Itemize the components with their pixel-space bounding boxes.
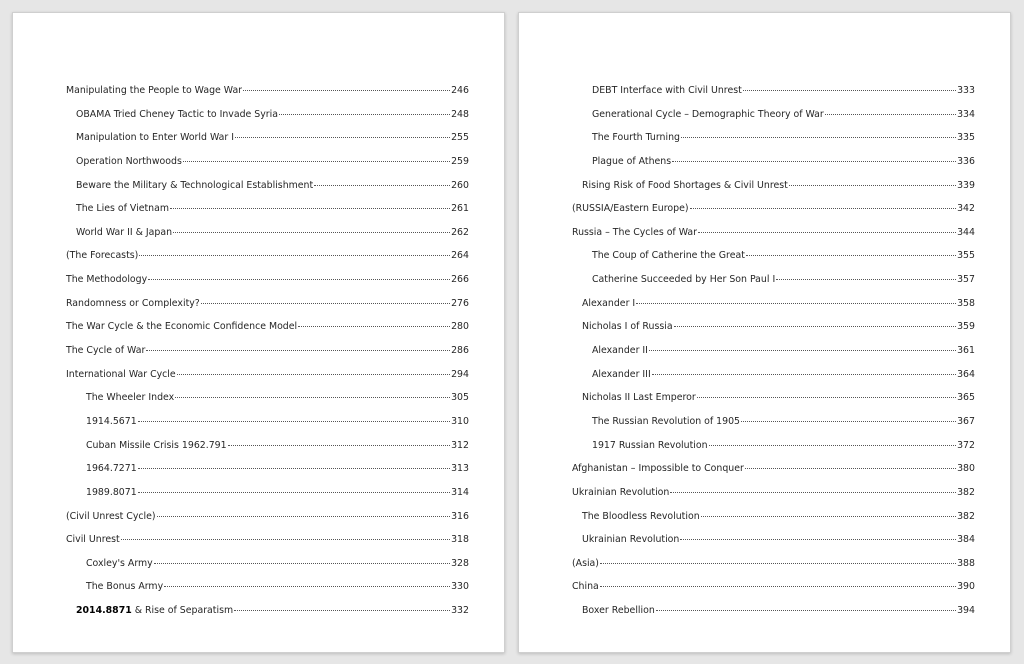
dot-leader — [314, 185, 450, 186]
toc-entry-title — [582, 599, 655, 623]
toc-entry-title — [66, 505, 156, 529]
toc-entry-page-number: 330 — [451, 581, 469, 593]
toc-entry[interactable] — [66, 434, 469, 458]
toc-entry-title — [76, 150, 182, 174]
dot-leader — [177, 374, 450, 375]
dot-leader — [154, 563, 450, 564]
toc-entry[interactable] — [66, 292, 469, 316]
toc-entry-title — [66, 268, 147, 292]
toc-entry-page-number: 333 — [957, 85, 975, 96]
dot-leader — [138, 468, 450, 469]
dot-leader — [157, 516, 451, 517]
toc-entry-title — [76, 599, 233, 623]
toc-entry-page-number: 367 — [957, 415, 975, 427]
toc-entry[interactable] — [66, 552, 469, 576]
toc-entry-title-text: Alexander I — [582, 297, 636, 309]
toc-entry-page-number: 384 — [957, 534, 975, 546]
toc-entry[interactable] — [66, 174, 469, 198]
toc-entry-title — [592, 410, 740, 434]
dot-leader — [228, 445, 450, 446]
toc-entry-title — [592, 244, 745, 268]
toc-entry-page-number: 359 — [957, 321, 975, 333]
toc-entry-title — [86, 410, 137, 434]
toc-entry-page-number: 255 — [451, 132, 469, 144]
toc-entry-title-text: The Coup of Catherine the Great — [592, 250, 745, 262]
toc-entry[interactable] — [66, 197, 469, 221]
toc-entry-page-number: 344 — [957, 226, 975, 238]
document-page-right — [518, 12, 1011, 653]
toc-entry-page-number: 259 — [451, 155, 469, 167]
dot-leader — [600, 586, 956, 587]
toc-entry-title-text: Coxley's Army — [86, 557, 153, 569]
dot-leader — [173, 232, 450, 233]
toc-entry[interactable] — [572, 79, 975, 103]
toc-entry-page-number: 382 — [957, 486, 975, 498]
toc-entry-title-text: Nicholas II Last Emperor — [582, 392, 696, 404]
toc-entry-title — [66, 315, 297, 339]
toc-entry-title-text: (The Forecasts) — [66, 250, 139, 262]
toc-entry-title-text: (Asia) — [572, 557, 599, 569]
toc-entry[interactable] — [572, 197, 975, 221]
toc-entry-title-text: 1989.8071 — [86, 486, 137, 498]
toc-entry-title — [592, 268, 775, 292]
toc-entry-title-text: Afghanistan – Impossible to Conquer — [572, 463, 744, 475]
dot-leader — [600, 563, 956, 564]
dot-leader — [746, 255, 956, 256]
toc-entry-title-text: Randomness or Complexity? — [66, 297, 200, 309]
toc-entry-page-number: 260 — [451, 179, 469, 191]
toc-entry[interactable] — [66, 528, 469, 552]
toc-entry[interactable] — [572, 386, 975, 410]
toc-entry-title-text: & Rise of Separatism — [131, 605, 234, 617]
toc-entry-title-text: The Wheeler Index — [86, 392, 175, 404]
dot-leader — [649, 350, 956, 351]
table-of-contents-right — [572, 79, 975, 623]
toc-entry-title-text: (RUSSIA/Eastern Europe) — [572, 203, 689, 215]
dot-leader — [234, 610, 450, 611]
toc-entry-page-number: 334 — [957, 108, 975, 120]
toc-entry-page-number: 342 — [957, 203, 975, 215]
toc-entry-title — [572, 481, 669, 505]
toc-entry-title — [592, 126, 680, 150]
toc-entry-title-text: The Bonus Army — [86, 581, 164, 593]
dot-leader — [183, 161, 450, 162]
toc-entry-page-number: 312 — [451, 439, 469, 451]
toc-entry-page-number: 328 — [451, 557, 469, 569]
toc-entry-title-text: World War II & Japan — [76, 226, 173, 238]
toc-entry-title — [592, 339, 648, 363]
toc-entry[interactable] — [66, 481, 469, 505]
toc-entry-title — [592, 103, 824, 127]
toc-entry-title-text: The Cycle of War — [66, 345, 146, 357]
toc-entry-title — [582, 386, 696, 410]
toc-entry-page-number: 261 — [451, 203, 469, 215]
toc-entry-page-number: 390 — [957, 581, 975, 593]
toc-entry-page-number: 335 — [957, 132, 975, 144]
dot-leader — [121, 539, 450, 540]
toc-entry-page-number: 316 — [451, 510, 469, 522]
toc-entry-page-number: 264 — [451, 250, 469, 262]
toc-entry-title — [582, 292, 635, 316]
toc-entry-title-text: The Bloodless Revolution — [582, 510, 700, 522]
toc-entry[interactable] — [66, 457, 469, 481]
toc-entry[interactable] — [572, 575, 975, 599]
toc-entry-title-text: Alexander II — [592, 345, 648, 357]
toc-entry[interactable] — [66, 221, 469, 245]
toc-entry-title-text: The Fourth Turning — [592, 132, 680, 144]
dot-leader — [279, 114, 450, 115]
toc-entry-page-number: 358 — [957, 297, 975, 309]
dot-leader — [709, 445, 957, 446]
toc-entry-title — [66, 363, 176, 387]
toc-entry[interactable] — [572, 434, 975, 458]
toc-entry-title-text: Operation Northwoods — [76, 155, 182, 167]
toc-entry[interactable] — [66, 410, 469, 434]
dot-leader — [825, 114, 956, 115]
toc-entry-title-text: Alexander III — [592, 368, 651, 380]
dot-leader — [789, 185, 956, 186]
toc-entry-title-text: Manipulation to Enter World War I — [76, 132, 234, 144]
toc-entry-title-text: 1964.7271 — [86, 463, 137, 475]
toc-entry-page-number: 286 — [451, 345, 469, 357]
toc-entry[interactable] — [66, 79, 469, 103]
toc-entry-page-number: 380 — [957, 463, 975, 475]
toc-entry[interactable] — [572, 339, 975, 363]
dot-leader — [776, 279, 956, 280]
toc-entry[interactable] — [572, 315, 975, 339]
toc-entry-title-text: Rising Risk of Food Shortages & Civil Unrest — [582, 179, 788, 191]
dot-leader — [235, 137, 450, 138]
toc-entry-title — [76, 103, 278, 127]
toc-entry-title — [76, 174, 313, 198]
toc-entry-title-text: China — [572, 581, 599, 593]
toc-entry-title-text: (Civil Unrest Cycle) — [66, 510, 156, 522]
toc-entry-title-text: Plague of Athens — [592, 155, 672, 167]
toc-entry-page-number: 361 — [957, 345, 975, 357]
toc-entry-title-text: Ukrainian Revolution — [572, 486, 670, 498]
toc-entry-title — [66, 528, 120, 552]
toc-entry-page-number: 248 — [451, 108, 469, 120]
toc-entry[interactable] — [572, 363, 975, 387]
toc-entry-title — [592, 363, 651, 387]
toc-entry[interactable] — [572, 410, 975, 434]
toc-entry-page-number: 314 — [451, 486, 469, 498]
toc-entry-title-text: International War Cycle — [66, 368, 176, 380]
toc-entry-title — [66, 244, 138, 268]
dot-leader — [175, 397, 450, 398]
toc-entry-title-text: DEBT Interface with Civil Unrest — [592, 85, 742, 96]
toc-entry[interactable] — [572, 528, 975, 552]
toc-entry[interactable] — [572, 174, 975, 198]
toc-entry[interactable] — [66, 339, 469, 363]
toc-entry-page-number: 339 — [957, 179, 975, 191]
dot-leader — [201, 303, 450, 304]
toc-entry-title — [582, 174, 788, 198]
toc-entry-title — [66, 339, 145, 363]
toc-entry-page-number: 336 — [957, 155, 975, 167]
toc-entry-page-number: 313 — [451, 463, 469, 475]
toc-entry-title — [592, 434, 708, 458]
toc-entry-page-number: 382 — [957, 510, 975, 522]
toc-entry[interactable] — [66, 363, 469, 387]
dot-leader — [656, 610, 956, 611]
toc-entry[interactable] — [572, 457, 975, 481]
dot-leader — [680, 539, 956, 540]
toc-entry-title — [66, 79, 242, 103]
toc-entry-title — [572, 575, 599, 599]
toc-entry[interactable] — [66, 150, 469, 174]
table-of-contents-left — [66, 79, 469, 623]
dot-leader — [164, 586, 450, 587]
toc-entry[interactable] — [66, 575, 469, 599]
toc-entry-title-text: Ukrainian Revolution — [582, 534, 680, 546]
dot-leader — [146, 350, 450, 351]
toc-entry-title — [76, 126, 234, 150]
dot-leader — [743, 90, 956, 91]
toc-entry-title-text: Beware the Military & Technological Establishment — [76, 179, 314, 191]
toc-entry-title-text: Civil Unrest — [66, 534, 120, 546]
dot-leader — [698, 232, 956, 233]
toc-entry-page-number: 246 — [451, 85, 469, 96]
toc-entry-title-text: The War Cycle & the Economic Confidence Model — [66, 321, 298, 333]
dot-leader — [298, 326, 450, 327]
toc-entry-title — [582, 315, 673, 339]
dot-leader — [138, 492, 450, 493]
dot-leader — [741, 421, 956, 422]
toc-entry-page-number: 276 — [451, 297, 469, 309]
toc-entry[interactable] — [572, 126, 975, 150]
dot-leader — [148, 279, 450, 280]
toc-entry-title-text: 1914.5671 — [86, 415, 137, 427]
toc-entry-title — [592, 150, 671, 174]
dot-leader — [139, 255, 450, 256]
toc-entry-page-number: 394 — [957, 605, 975, 617]
toc-entry-title — [582, 528, 679, 552]
toc-entry-page-number: 266 — [451, 274, 469, 286]
dot-leader — [745, 468, 956, 469]
toc-entry-page-number: 332 — [451, 605, 469, 617]
dot-leader — [697, 397, 956, 398]
toc-entry-page-number: 365 — [957, 392, 975, 404]
toc-entry-page-number: 355 — [957, 250, 975, 262]
toc-entry[interactable] — [572, 292, 975, 316]
toc-entry-title — [592, 79, 742, 103]
toc-entry-title-text: The Lies of Vietnam — [76, 203, 169, 215]
toc-entry[interactable] — [66, 268, 469, 292]
dot-leader — [681, 137, 956, 138]
toc-entry[interactable] — [572, 505, 975, 529]
toc-entry[interactable] — [66, 103, 469, 127]
toc-entry-title — [572, 552, 599, 576]
toc-entry[interactable] — [66, 505, 469, 529]
toc-entry[interactable] — [572, 150, 975, 174]
toc-entry[interactable] — [572, 481, 975, 505]
dot-leader — [701, 516, 956, 517]
toc-entry[interactable] — [66, 126, 469, 150]
dot-leader — [672, 161, 956, 162]
toc-entry-title-text: Generational Cycle – Demographic Theory of War — [592, 108, 824, 120]
toc-entry-page-number: 318 — [451, 534, 469, 546]
dot-leader — [690, 208, 957, 209]
toc-entry-title — [86, 552, 153, 576]
toc-entry-title-text: Manipulating the People to Wage War — [66, 85, 243, 96]
toc-entry[interactable] — [66, 599, 469, 623]
toc-entry-title — [76, 221, 172, 245]
toc-entry[interactable] — [66, 315, 469, 339]
dot-leader — [674, 326, 957, 327]
toc-entry-title — [86, 481, 137, 505]
dot-leader — [138, 421, 450, 422]
toc-entry-title-bold: 2014.8871 — [76, 605, 132, 617]
toc-entry-title — [66, 292, 200, 316]
dot-leader — [670, 492, 956, 493]
toc-entry-title — [86, 575, 163, 599]
toc-entry[interactable] — [572, 599, 975, 623]
dot-leader — [636, 303, 956, 304]
toc-entry-title-text: Russia – The Cycles of War — [572, 226, 697, 238]
toc-entry-title — [76, 197, 169, 221]
toc-entry[interactable] — [572, 244, 975, 268]
toc-entry[interactable] — [572, 103, 975, 127]
toc-entry-page-number: 262 — [451, 226, 469, 238]
dot-leader — [243, 90, 450, 91]
toc-entry-page-number: 364 — [957, 368, 975, 380]
toc-entry-page-number: 280 — [451, 321, 469, 333]
toc-entry-title — [86, 386, 174, 410]
toc-entry-title — [86, 457, 137, 481]
dot-leader — [170, 208, 450, 209]
toc-entry[interactable] — [66, 244, 469, 268]
toc-entry-page-number: 357 — [957, 274, 975, 286]
toc-entry[interactable] — [572, 552, 975, 576]
toc-entry-title-text: OBAMA Tried Cheney Tactic to Invade Syria — [76, 108, 278, 120]
dot-leader — [652, 374, 956, 375]
toc-entry-title — [86, 434, 227, 458]
toc-entry-title-text: The Methodology — [66, 274, 148, 286]
toc-entry-page-number: 294 — [451, 368, 469, 380]
toc-entry[interactable] — [572, 221, 975, 245]
document-page-left — [12, 12, 505, 653]
toc-entry[interactable] — [66, 386, 469, 410]
toc-entry-title — [572, 457, 744, 481]
toc-entry-title-text: Boxer Rebellion — [582, 605, 655, 617]
toc-entry-title — [572, 221, 697, 245]
toc-entry-title — [582, 505, 700, 529]
toc-entry-page-number: 372 — [957, 439, 975, 451]
toc-entry-title — [572, 197, 689, 221]
toc-entry[interactable] — [572, 268, 975, 292]
toc-entry-title-text: 1917 Russian Revolution — [592, 439, 708, 451]
toc-entry-page-number: 310 — [451, 415, 469, 427]
toc-entry-page-number: 388 — [957, 557, 975, 569]
toc-entry-page-number: 305 — [451, 392, 469, 404]
toc-entry-title-text: Catherine Succeeded by Her Son Paul I — [592, 274, 776, 286]
toc-entry-title-text: Cuban Missile Crisis 1962.791 — [86, 439, 227, 451]
toc-entry-title-text: Nicholas I of Russia — [582, 321, 673, 333]
toc-entry-title-text: The Russian Revolution of 1905 — [592, 415, 740, 427]
